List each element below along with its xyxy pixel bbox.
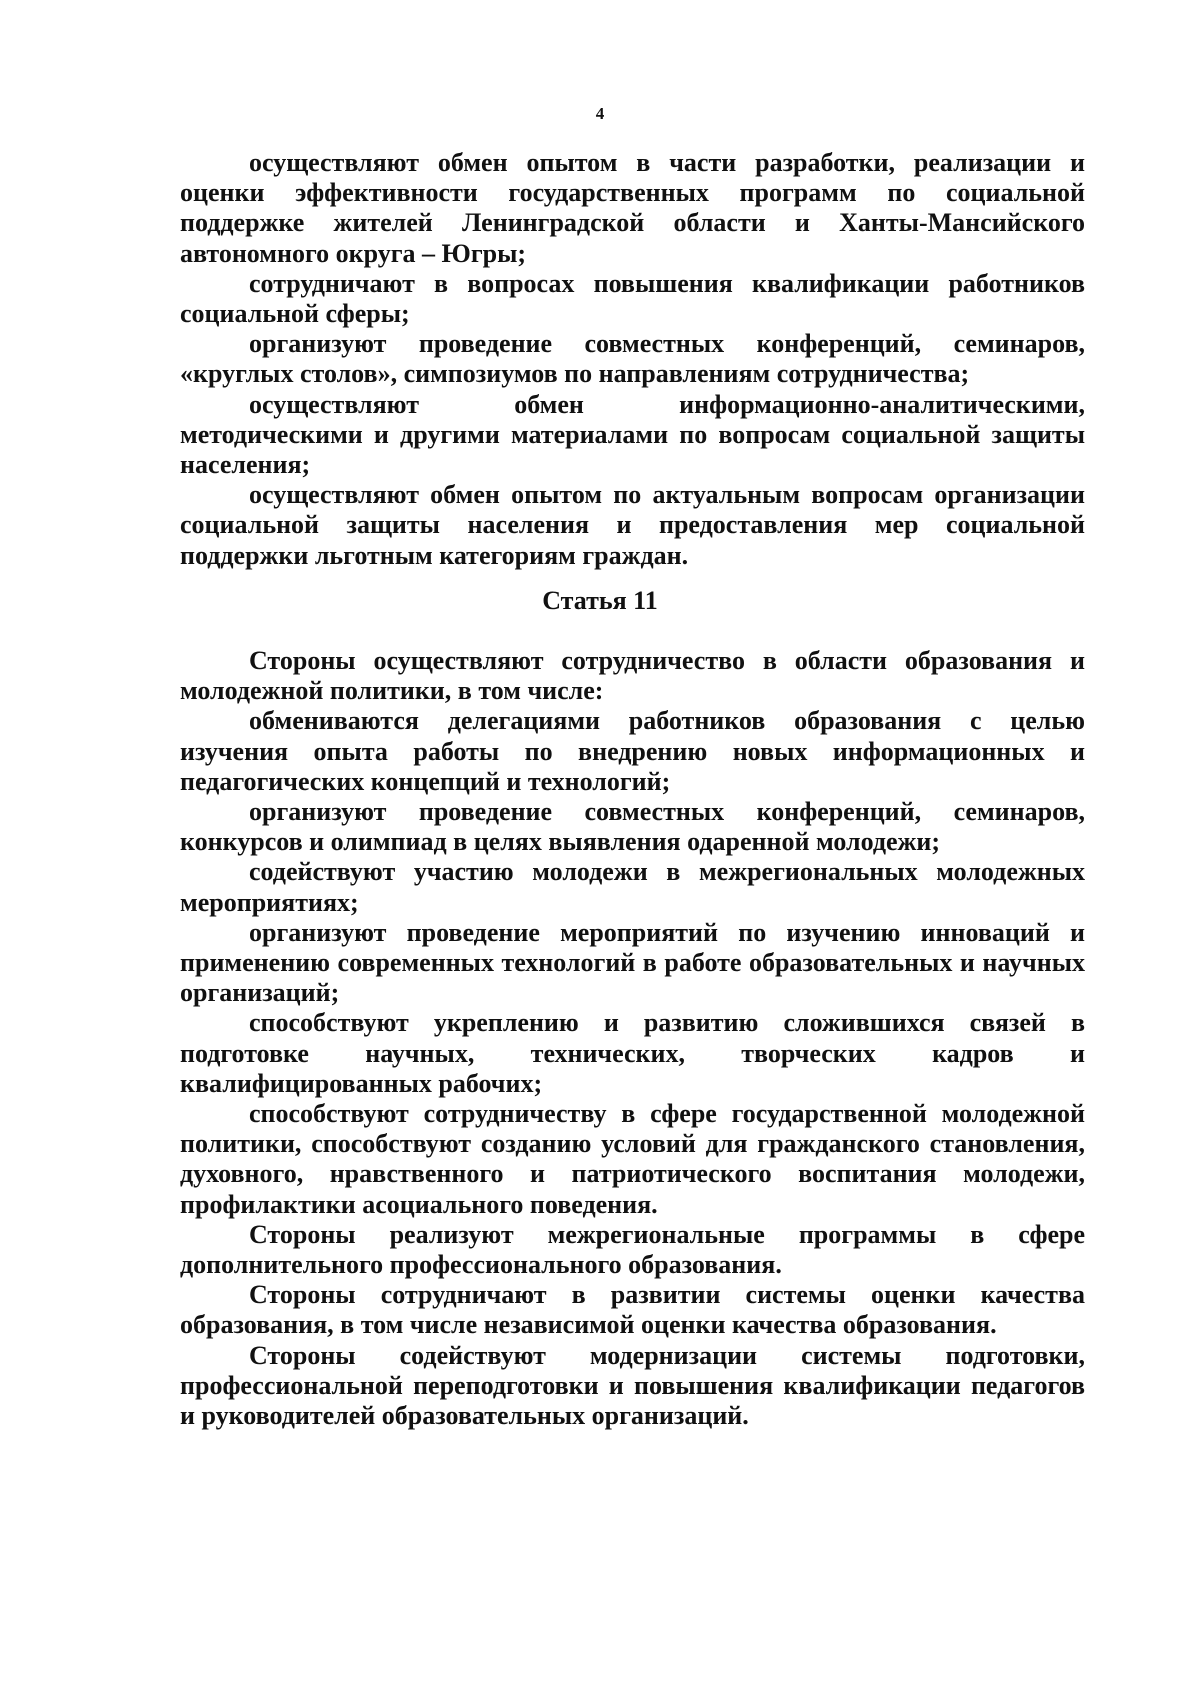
article-text bbox=[180, 646, 1085, 1431]
section-top-text bbox=[180, 148, 1085, 571]
paragraph: Стороны осуществляют сотрудничество в области образования и молодежной политики, в том числе: bbox=[180, 646, 1085, 706]
paragraph: организуют проведение мероприятий по изучению инноваций и применению современных технологий в работе образовательных и научных организаций; bbox=[180, 917, 1085, 1008]
paragraph: содействуют участию молодежи в межрегиональных молодежных мероприятиях; bbox=[180, 857, 1085, 917]
paragraph: сотрудничают в вопросах повышения квалификации работников социальной сферы; bbox=[180, 268, 1085, 329]
paragraph: способствуют укреплению и развитию сложившихся связей в подготовке научных, технических, творческих кадров и квалифицированных рабочих; bbox=[180, 1008, 1085, 1098]
paragraph: способствуют сотрудничеству в сфере государственной молодежной политики, способствуют созданию условий для гражданского становления, духовного, нравственного и патриотического воспитания молодежи, профилактики асоциального поведения. bbox=[180, 1099, 1085, 1219]
article-title: Статья 11 bbox=[542, 586, 658, 615]
paragraph: осуществляют обмен информационно-аналитическими, методическими и другими материалами по вопросам социальной защиты населения; bbox=[180, 389, 1085, 480]
paragraph: организуют проведение совместных конференций, семинаров, «круглых столов», симпозиумов по направлениям сотрудничества; bbox=[180, 329, 1085, 389]
paragraph: Стороны реализуют межрегиональные программы в сфере дополнительного профессионального образования. bbox=[180, 1219, 1085, 1280]
paragraph: осуществляют обмен опытом по актуальным вопросам организации социальной защиты населения и предоставления мер социальной поддержки льготным категориям граждан. bbox=[180, 480, 1085, 570]
paragraph: организуют проведение совместных конференций, семинаров, конкурсов и олимпиад в целях выявления одаренной молодежи; bbox=[180, 797, 1085, 857]
paragraph: Стороны сотрудничают в развитии системы оценки качества образования, в том числе независимой оценки качества образования. bbox=[180, 1280, 1085, 1340]
page-number: 4 bbox=[595, 104, 605, 123]
paragraph: осуществляют обмен опытом в части разработки, реализации и оценки эффективности государственных программ по социальной поддержке жителей Ленинградской области и Ханты-Мансийского автономного округа – Югры; bbox=[180, 148, 1085, 268]
paragraph: Стороны содействуют модернизации системы подготовки, профессиональной переподготовки и повышения квалификации педагогов и руководителей образовательных организаций. bbox=[180, 1340, 1085, 1431]
paragraph: обмениваются делегациями работников образования с целью изучения опыта работы по внедрению новых информационных и педагогических концепций и технологий; bbox=[180, 706, 1085, 796]
